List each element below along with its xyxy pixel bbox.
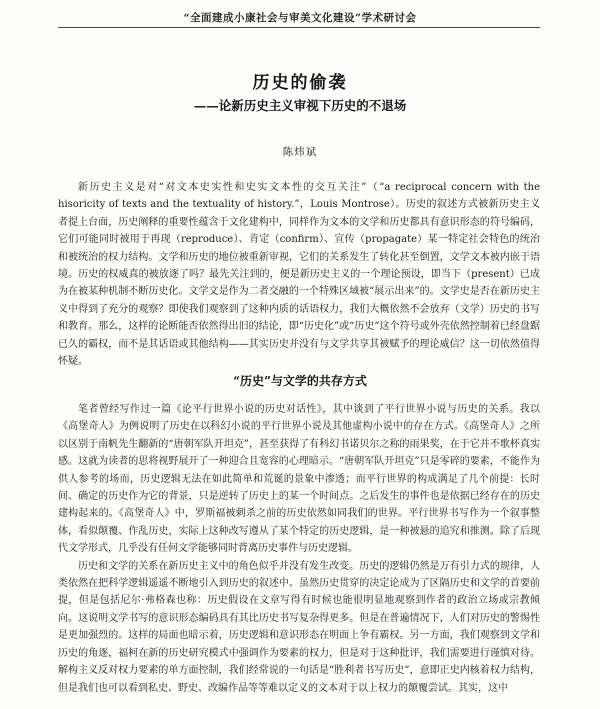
section-paragraph-1: 笔者曾经写作过一篇《论平行世界小说的历史对话性》，其中谈到了平行世界小说与历史的关系。我以《高堡奇人》为例说明了历史在以科幻小说的平行世界小说及其他虚构小说中的存在方式。《高堡奇人》之所以区别于南帆先生翻新的“唐朝军队开坦克”，甚至获得了有科幻书诺贝尔之称的雨果奖，在于它并不歌杯真实感。这就为读者的思将视野展开了一种迎合且宽容的心理暗示。“唐朝军队开坦克”只是零碎的要素，不能作为供人参考的场而，历史逻辑无法在如此简单和荒诞的景象中渗透；而平行世界的构成满足了几个前提：长时间、确定的历史作为它的背景，只是逆转了历史上的某一个时间点。之后发生的事件也是依据已经存在的历史建构起来的。《高堡奇人》中，罗斯福被刺杀之前的历史依然如同我们的世界。平行世界书写作为一个叙事整体，看似颠覆、作乱历史，实际上这种改写遵从了某个特定的历史逻辑，是一种被悬的追究和推测。除了后现代文学形式，几乎没有任何文学能够同时背离历史事件与历史逻辑。 xyxy=(58,404,540,555)
header-rule xyxy=(58,27,540,28)
running-head: “全面建成小康社会与审美文化建设”学术研讨会 xyxy=(183,12,417,24)
article-author: 陈炜斌 xyxy=(282,146,318,158)
section-heading: “历史”与文学的共存方式 xyxy=(233,374,367,388)
article-title: 历史的偷袭 xyxy=(252,73,348,93)
section-body xyxy=(58,401,540,697)
article-subtitle: ——论新历史主义审视下历史的不退场 xyxy=(193,98,407,113)
section-paragraph-2: 历史和文学的关系在新历史主义中的角色似乎并没有发生改变。历史的逻辑仍然是万有引力式的规律，人类依然在把科学逻辑遥遥不断地引入到历史的叙述中。虽然历史贯穿的决定论成为了区隔历史和文学的首要前提，但是包括尼尔·弗格森也称：历史假设在文章写得有时候也能很明显地观察到作者的政治立场或宗教倾向。这说明文学书写的意识形态编码具有其比历史书写复杂得更多。但是在普遍情况下，人们对历史的警惕性是更加强烈的。这样的局面也暗示着，历史逻辑和意识形态在明面上争有霸权。另一方面，我们观察到文学和历史的角逐，福柯在新的历史研究模式中强调作为要素的权力，但是对于这种批评，我们需要进行谨慎对待。解构主义反对权力要素的单方面控制，我们经常说的一句话是“胜利者书写历史”，意即正史内核着权力结构，但是我们也可以看到私史、野史、改编作品等等难以定义的文本对于以上权力的颠覆尝试。其实，这中 xyxy=(58,560,540,694)
intro-paragraph: 新历史主义是对“对文本史实性和史实文本性的交互关注”（“a reciprocal concern with the hisoricity of texts and the textuality of history.”，Louis Montrose）。历史的叙述方式被新历史主义者提上台面，历史阐释的重要性蕴含于文化建构中，同样作为文本的文学和历史都具有意识形态的符号编码，它们可能同时被用于再现（reproduce）、肯定（confirm）、宣传（propagate）某一特定社会特色的统治和被统治的权力结构。文学和历史的地位被重新审视，它们的关系发生了转化甚至倒置，文学文本被内嵌于语境。历史的权威真的被放逐了吗？最先关注到的，便是新历史主义的一个理论预设，即当下（present）已成为在被某种机制不断历史化。文学文是作为二者交融的一个特殊区域被“展示出来”的。文学史是否在新历史主义中得到了充分的观察？即使我们观察到了这种内质的话语权力，我们大概依然不会放弃（文学）历史的书写和教育。那么，这样的论断能否依然得出旧的结论，即“历史化”或“历史”这个符号或外壳依然控制着已经盘踞已久的霸权，而不是其话语或其他结构——其实历史并没有与文学共享其被赋予的理论威信？这一切依然值得怀疑。 xyxy=(58,182,540,368)
intro-section xyxy=(58,179,540,370)
